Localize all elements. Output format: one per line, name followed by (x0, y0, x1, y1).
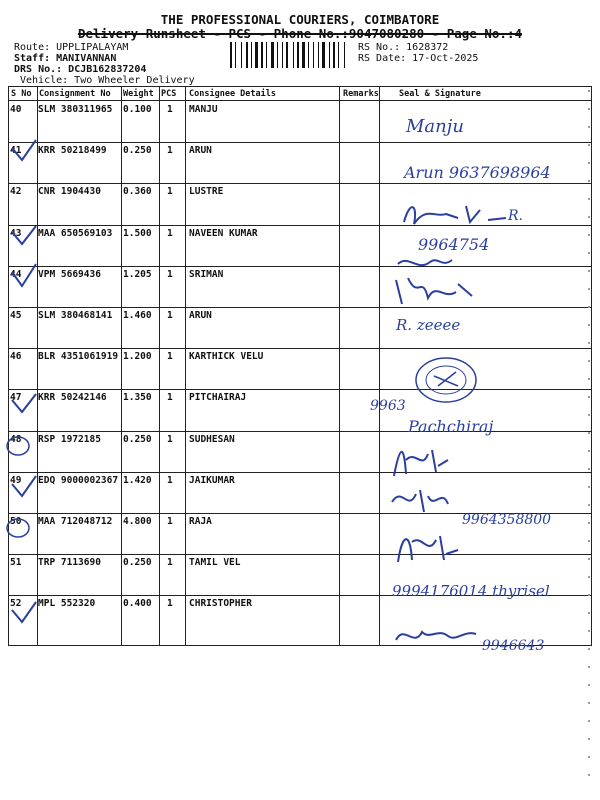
svg-text:9994176014 thyrisel: 9994176014 thyrisel (392, 582, 550, 600)
cell-sno: 42 (10, 186, 22, 198)
cell-consignee: PITCHAIRAJ (189, 392, 247, 404)
cell-sno: 51 (10, 557, 22, 569)
col-header-consignee: Consignee Details (189, 89, 276, 99)
cell-pcs: 1 (167, 392, 173, 404)
svg-text:9946643: 9946643 (482, 638, 545, 654)
cell-sno: 47 (10, 392, 22, 404)
cell-sno: 50 (10, 516, 22, 527)
cell-consignment: TRP 7113690 (38, 557, 101, 569)
route-label: Route: UPPLIPALAYAM (14, 42, 129, 53)
cell-consignee: TAMIL VEL (189, 557, 241, 569)
cell-consignee: RAJA (189, 516, 212, 527)
cell-consignment: CNR 1904430 (38, 186, 101, 198)
cell-pcs: 1 (167, 433, 173, 445)
cell-pcs: 1 (167, 227, 173, 239)
cell-weight: 0.360 (123, 186, 152, 198)
svg-text:Arun 9637698964: Arun 9637698964 (404, 163, 551, 182)
runsheet-line: Delivery Runsheet - PCS - Phone No.:9047080280 - Page No.:4 (77, 26, 522, 41)
cell-sno: 49 (10, 474, 22, 486)
cell-consignee: ARUN (189, 145, 212, 157)
cell-consignment: RSP 1972185 (38, 433, 101, 445)
cell-sno: 41 (10, 145, 22, 157)
cell-consignee: SRIMAN (189, 268, 224, 280)
svg-text:R. zeeee: R. zeeee (396, 316, 461, 334)
cell-weight: 0.100 (123, 104, 152, 115)
cell-pcs: 1 (167, 268, 173, 280)
cell-consignment: MAA 712048712 (38, 516, 113, 527)
svg-text:9963: 9963 (370, 398, 406, 414)
col-header-sno: S No (11, 89, 32, 99)
cell-weight: 0.400 (123, 598, 152, 610)
cell-consignment: KRR 50242146 (38, 392, 107, 404)
cell-consignment: SLM 380468141 (38, 310, 113, 321)
cell-pcs: 1 (167, 104, 173, 115)
cell-consignee: CHRISTOPHER (189, 598, 252, 610)
col-header-signature: Seal & Signature (399, 89, 481, 99)
cell-weight: 1.205 (123, 268, 152, 280)
cell-weight: 0.250 (123, 433, 152, 445)
cell-pcs: 1 (167, 310, 173, 321)
col-header-consignment: Consignment No (39, 89, 111, 99)
svg-text:9964358800: 9964358800 (462, 512, 552, 528)
svg-text:9964754: 9964754 (418, 235, 490, 254)
cell-weight: 1.460 (123, 310, 152, 321)
cell-consignee: KARTHICK VELU (189, 351, 264, 363)
svg-text:Pachchiraj: Pachchiraj (408, 417, 494, 436)
cell-consignee: SUDHESAN (189, 433, 235, 445)
cell-pcs: 1 (167, 186, 173, 198)
cell-pcs: 1 (167, 557, 173, 569)
cell-weight: 4.800 (123, 516, 152, 527)
cell-consignee: ARUN (189, 310, 212, 321)
cell-weight: 0.250 (123, 557, 152, 569)
cell-consignee: JAIKUMAR (189, 474, 235, 486)
cell-pcs: 1 (167, 516, 173, 527)
cell-sno: 45 (10, 310, 22, 321)
col-header-weight: Weight (123, 89, 154, 99)
col-header-pcs: PCS (161, 89, 177, 99)
cell-pcs: 1 (167, 351, 173, 363)
cell-consignee: NAVEEN KUMAR (189, 227, 258, 239)
cell-pcs: 1 (167, 145, 173, 157)
cell-consignment: MPL 552320 (38, 598, 96, 610)
rs-number: RS No.: 1628372 (358, 42, 449, 53)
cell-weight: 1.500 (123, 227, 152, 239)
cell-sno: 44 (10, 268, 22, 280)
drs-number: DRS No.: DCJB162837204 (14, 64, 147, 75)
cell-sno: 48 (10, 433, 22, 445)
cell-consignment: BLR 4351061919 (38, 351, 119, 363)
cell-pcs: 1 (167, 598, 173, 610)
cell-sno: 43 (10, 227, 22, 239)
cell-sno: 52 (10, 598, 22, 610)
cell-consignee: MANJU (189, 104, 218, 115)
cell-sno: 46 (10, 351, 22, 363)
rs-date: RS Date: 17-Oct-2025 (358, 53, 479, 64)
cell-consignment: VPM 5669436 (38, 268, 101, 280)
cell-sno: 40 (10, 104, 22, 115)
vehicle-label: Vehicle: Two Wheeler Delivery (20, 75, 195, 86)
cell-weight: 1.200 (123, 351, 152, 363)
cell-consignment: KRR 50218499 (38, 145, 107, 157)
cell-pcs: 1 (167, 474, 173, 486)
cell-weight: 0.250 (123, 145, 152, 157)
staff-label: Staff: MANIVANNAN (14, 53, 117, 64)
company-title: THE PROFESSIONAL COURIERS, COIMBATORE (160, 12, 440, 27)
cell-consignment: EDQ 9000002367 (38, 474, 119, 486)
cell-weight: 1.420 (123, 474, 152, 486)
cell-consignment: SLM 380311965 (38, 104, 113, 115)
cell-consignment: MAA 650569103 (38, 227, 113, 239)
col-header-remarks: Remarks (343, 89, 379, 99)
cell-consignee: LUSTRE (189, 186, 224, 198)
svg-text:R.: R. (508, 208, 523, 224)
svg-text:Manju: Manju (406, 116, 464, 137)
cell-weight: 1.350 (123, 392, 152, 404)
